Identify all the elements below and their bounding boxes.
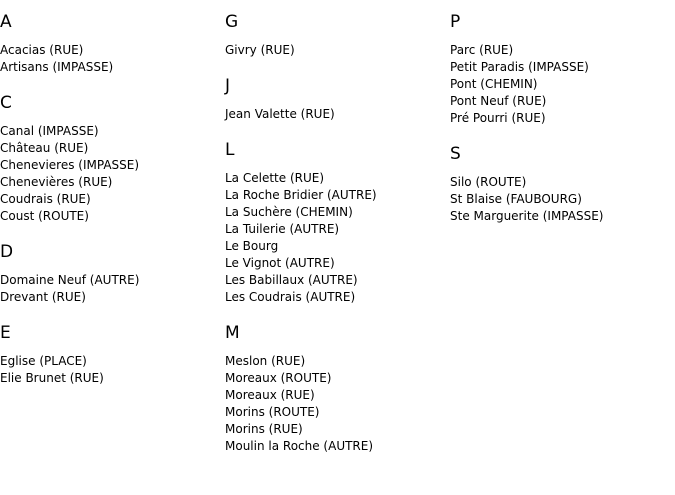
- street-entry: Château (RUE): [0, 141, 89, 155]
- street-list: [225, 170, 445, 306]
- street-entry: Chenevieres (IMPASSE): [0, 158, 140, 172]
- section-letter-heading: E: [0, 323, 11, 343]
- street-entry: Elie Brunet (RUE): [0, 371, 104, 385]
- street-list: [225, 42, 445, 59]
- street-list: [450, 174, 670, 225]
- letter-section: [225, 323, 445, 455]
- street-entry: Drevant (RUE): [0, 290, 86, 304]
- section-letter-heading: P: [450, 12, 461, 32]
- street-entry: Domaine Neuf (AUTRE): [0, 273, 140, 287]
- section-letter-heading: S: [450, 144, 461, 164]
- street-entry: Petit Paradis (IMPASSE): [450, 60, 589, 74]
- street-entry: Chenevières (RUE): [0, 175, 113, 189]
- street-list: [0, 353, 220, 387]
- letter-section: [450, 12, 670, 127]
- index-column: [450, 12, 670, 242]
- letter-section: [225, 12, 445, 59]
- street-entry: Le Vignot (AUTRE): [225, 256, 335, 270]
- street-entry: La Tuilerie (AUTRE): [225, 222, 340, 236]
- street-list: [450, 42, 670, 127]
- street-entry: Moreaux (ROUTE): [225, 371, 332, 385]
- street-entry: La Suchère (CHEMIN): [225, 205, 353, 219]
- section-letter-heading: L: [225, 140, 235, 160]
- street-entry: Pont (CHEMIN): [450, 77, 538, 91]
- street-entry: Jean Valette (RUE): [225, 107, 335, 121]
- street-entry: Les Coudrais (AUTRE): [225, 290, 356, 304]
- street-entry: Moreaux (RUE): [225, 388, 315, 402]
- section-letter-heading: G: [225, 12, 239, 32]
- section-letter-heading: C: [0, 93, 12, 113]
- street-entry: Acacias (RUE): [0, 43, 84, 57]
- street-entry: Le Bourg: [225, 239, 279, 253]
- letter-section: [0, 323, 220, 387]
- street-entry: Givry (RUE): [225, 43, 295, 57]
- index-column: [225, 12, 445, 472]
- section-letter-heading: J: [225, 76, 231, 96]
- letter-section: [0, 12, 220, 76]
- street-entry: Artisans (IMPASSE): [0, 60, 114, 74]
- street-entry: Coust (ROUTE): [0, 209, 89, 223]
- street-entry: Morins (RUE): [225, 422, 303, 436]
- letter-section: [450, 144, 670, 225]
- street-entry: Les Babillaux (AUTRE): [225, 273, 358, 287]
- section-letter-heading: D: [0, 242, 14, 262]
- letter-section: [225, 140, 445, 306]
- street-entry: Silo (ROUTE): [450, 175, 527, 189]
- street-entry: Morins (ROUTE): [225, 405, 320, 419]
- street-entry: Eglise (PLACE): [0, 354, 87, 368]
- street-list: [0, 272, 220, 306]
- street-entry: Moulin la Roche (AUTRE): [225, 439, 374, 453]
- section-letter-heading: A: [0, 12, 12, 32]
- street-entry: Parc (RUE): [450, 43, 514, 57]
- letter-section: [0, 93, 220, 225]
- section-letter-heading: M: [225, 323, 240, 343]
- street-entry: Pré Pourri (RUE): [450, 111, 546, 125]
- index-column: [0, 12, 220, 404]
- street-list: [0, 42, 220, 76]
- street-entry: La Celette (RUE): [225, 171, 325, 185]
- street-entry: St Blaise (FAUBOURG): [450, 192, 582, 206]
- street-list: [225, 353, 445, 455]
- street-entry: Ste Marguerite (IMPASSE): [450, 209, 604, 223]
- street-list: [0, 123, 220, 225]
- street-list: [225, 106, 445, 123]
- street-entry: Canal (IMPASSE): [0, 124, 99, 138]
- letter-section: [225, 76, 445, 123]
- street-entry: Coudrais (RUE): [0, 192, 91, 206]
- street-entry: Pont Neuf (RUE): [450, 94, 547, 108]
- letter-section: [0, 242, 220, 306]
- street-entry: Meslon (RUE): [225, 354, 306, 368]
- street-entry: La Roche Bridier (AUTRE): [225, 188, 377, 202]
